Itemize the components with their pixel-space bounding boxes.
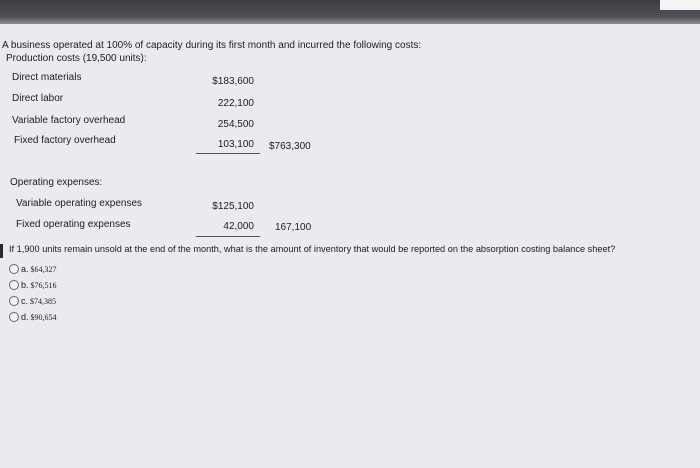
question-prompt: If 1,900 units remain unsold at the end of the month, what is the amount of inventory that would be reported on the absorption costing balance sheet?	[9, 244, 616, 254]
top-bar-highlight	[660, 0, 700, 10]
option-b[interactable]	[9, 279, 57, 291]
production-label-variable-overhead: Variable factory overhead	[12, 115, 126, 126]
radio-a[interactable]	[9, 264, 19, 274]
production-total: $763,300	[269, 141, 311, 152]
production-label-direct-labor: Direct labor	[12, 93, 64, 104]
production-amount-direct-labor: 222,100	[217, 98, 254, 109]
option-a-letter: a.	[21, 264, 29, 274]
option-d-value: $90,654	[30, 312, 57, 322]
option-a[interactable]	[9, 263, 57, 275]
question-marker	[0, 244, 3, 258]
option-c-letter: c.	[21, 296, 29, 306]
option-b-letter: b.	[21, 280, 29, 290]
radio-d[interactable]	[9, 312, 19, 322]
operating-label-variable: Variable operating expenses	[16, 198, 143, 209]
option-d[interactable]	[9, 311, 57, 323]
operating-amount-fixed: 42,000	[223, 221, 254, 232]
question-intro: A business operated at 100% of capacity during its first month and incurred the following costs:	[2, 40, 422, 51]
operating-amount-variable: $125,100	[212, 201, 254, 212]
operating-label-fixed: Fixed operating expenses	[16, 219, 131, 230]
operating-underline	[196, 236, 260, 237]
operating-header: Operating expenses:	[10, 177, 103, 188]
option-d-letter: d.	[21, 312, 29, 322]
production-label-fixed-overhead: Fixed factory overhead	[14, 135, 116, 146]
option-a-value: $64,327	[30, 264, 57, 274]
option-c-value: $74,385	[30, 296, 57, 306]
top-bar	[0, 0, 700, 24]
production-amount-direct-materials: $183,600	[212, 76, 254, 87]
production-amount-variable-overhead: 254,500	[217, 119, 254, 130]
radio-b[interactable]	[9, 280, 19, 290]
option-b-value: $76,516	[30, 280, 57, 290]
option-c[interactable]	[9, 295, 56, 307]
production-amount-fixed-overhead: 103,100	[217, 139, 254, 150]
production-label-direct-materials: Direct materials	[12, 72, 82, 83]
operating-total: 167,100	[275, 222, 312, 233]
radio-c[interactable]	[9, 296, 19, 306]
production-header: Production costs (19,500 units):	[6, 53, 147, 64]
production-underline	[196, 153, 260, 154]
